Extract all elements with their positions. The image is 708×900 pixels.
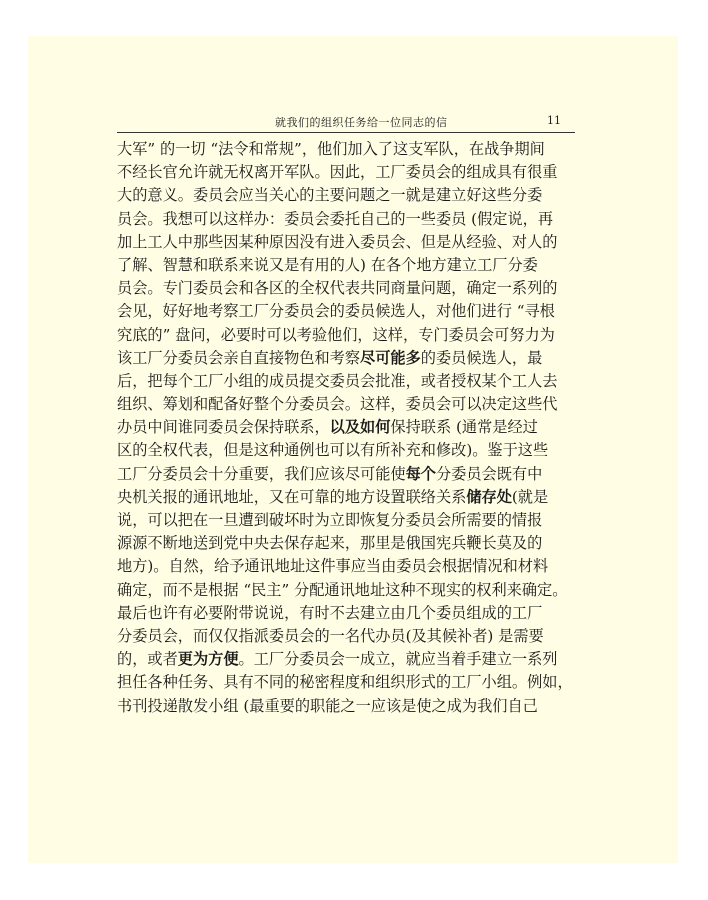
text-line [117, 555, 585, 578]
text-segment: 加上工人中那些因某种原因没有进入委员会、但是从经验、对人的 [117, 232, 558, 251]
emphasis-text: 每个 [405, 464, 436, 483]
text-segment: 保持联系 (通常是经过 [390, 418, 538, 437]
text-segment: 央机关报的通讯地址，又在可靠的地方设置联络关系 [117, 487, 467, 506]
page-number: 11 [547, 114, 561, 127]
text-segment: 究底的” 盘问，必要时可以考验他们，这样，专门委员会可努力为 [117, 325, 555, 344]
text-segment: 了解、智慧和联系来说又是有用的人) 在各个地方建立工厂分委 [117, 255, 538, 274]
text-line [117, 231, 585, 254]
text-segment: 源源不断地送到党中央去保存起来，那里是俄国宪兵鞭长莫及的 [117, 534, 543, 553]
body-text [117, 138, 585, 718]
text-line [117, 671, 585, 694]
text-line [117, 602, 585, 625]
emphasis-text: 以及如何 [329, 418, 391, 437]
text-segment: 该工厂分委员会亲自直接物色和考察 [117, 348, 360, 367]
text-segment: (就是 [511, 487, 549, 506]
text-segment: 不经长官允许就无权离开军队。因此，工厂委员会的组成具有很重 [117, 163, 558, 182]
text-line [117, 347, 585, 370]
text-line [117, 463, 585, 486]
text-line [117, 695, 585, 718]
text-segment: 担任各种任务、具有不同的秘密程度和组织形式的工厂小组。例如， [117, 673, 573, 692]
text-line [117, 370, 585, 393]
text-segment: 确定，而不是根据 “民主” 分配通讯地址这种不现实的权利来确定。 [117, 580, 568, 599]
text-segment: 书刊投递散发小组 (最重要的职能之一应该是使之成为我们自己 [117, 696, 538, 715]
text-segment: 工厂分委员会十分重要，我们应该尽可能使 [117, 464, 406, 483]
text-segment: 的委员候选人，最 [420, 348, 543, 367]
text-line [117, 625, 585, 648]
text-line [117, 138, 585, 161]
running-header [117, 110, 575, 133]
emphasis-text: 储存处 [466, 487, 512, 506]
text-line [117, 254, 585, 277]
text-line [117, 324, 585, 347]
text-line [117, 509, 585, 532]
text-segment: 大的意义。委员会应当关心的主要问题之一就是建立好这些分委 [117, 186, 543, 205]
text-line [117, 208, 585, 231]
text-line [117, 161, 585, 184]
text-line [117, 393, 585, 416]
emphasis-text: 尽可能多 [360, 348, 421, 367]
text-line [117, 486, 585, 509]
text-segment: 员会。专门委员会和各区的全权代表共同商量问题，确定一系列的 [117, 279, 558, 298]
text-segment: 会见，好好地考察工厂分委员会的委员候选人，对他们进行 “寻根 [117, 302, 555, 321]
text-segment: 地方)。自然，给予通讯地址这件事应当由委员会根据情况和材料 [117, 557, 549, 576]
text-line [117, 439, 585, 462]
emphasis-text: 更为方便 [177, 650, 239, 669]
text-line [117, 184, 585, 207]
text-line [117, 579, 585, 602]
text-segment: 最后也许有必要附带说说，有时不去建立由几个委员组成的工厂 [117, 603, 543, 622]
text-segment: 分委员会既有中 [435, 464, 543, 483]
text-segment: 员会。我想可以这样办：委员会委托自己的一些委员 (假定说，再 [117, 209, 554, 228]
text-segment: 办员中间谁同委员会保持联系， [117, 418, 330, 437]
text-segment: 分委员会，而仅仅指派委员会的一名代办员(及其候补者) 是需要 [117, 626, 544, 645]
text-segment: 后，把每个工厂小组的成员提交委员会批准，或者授权某个工人去 [117, 371, 558, 390]
text-segment: 组织、筹划和配备好整个分委员会。这样，委员会可以决定这些代 [117, 395, 558, 414]
text-segment: 。工厂分委员会一成立，就应当着手建立一系列 [238, 650, 558, 669]
text-segment: 说，可以把在一旦遭到破坏时为立即恢复分委员会所需要的情报 [117, 511, 543, 529]
text-line [117, 648, 585, 671]
text-segment: 区的全权代表，但是这种通例也可以有所补充和修改)。鉴于这些 [117, 441, 549, 460]
text-line [117, 416, 585, 439]
text-line [117, 277, 585, 300]
text-segment: 大军” 的一切 “法令和常规”，他们加入了这支军队，在战争期间 [117, 140, 545, 158]
text-segment: 的，或者 [117, 650, 178, 669]
text-line [117, 532, 585, 555]
running-title: 就我们的组织任务给一位同志的信 [275, 116, 448, 129]
text-line [117, 300, 585, 323]
